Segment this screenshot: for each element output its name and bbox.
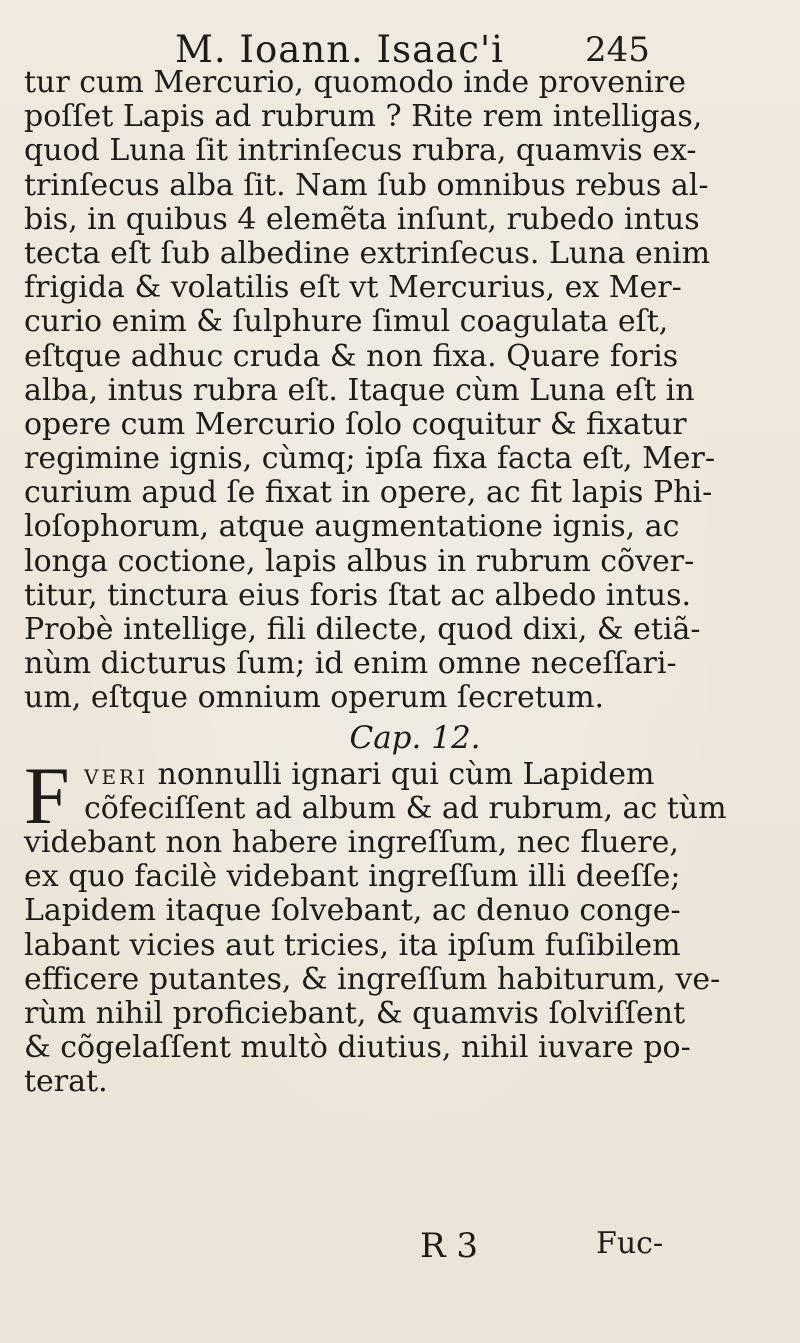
text-line: frigida & volatilis eſt vt Mercurius, ex Mer- [24,270,682,306]
text-line: um, eſtque omnium operum ſecretum. [24,680,605,716]
text-line: alba, intus rubra eſt. Itaque cùm Luna eſt in [24,372,695,408]
text-line: longa coctione, lapis albus in rubrum cõver- [24,543,695,579]
page-header [0,18,800,71]
text-line: nùm dicturus ſum; id enim omne neceſſari- [24,646,677,682]
text-line: curio enim & ſulphure ſimul coagulata eſt, [24,304,669,340]
text-line: ex quo facilè videbant ingreſſum illi deeſſe; [24,859,681,895]
catchword: Fuc- [596,1226,664,1261]
text-line: Probè intellige, fili dilecte, quod dixi, & etiã- [24,612,701,647]
text-line: quod Luna ſit intrinſecus rubra, quamvis ex- [24,133,697,169]
running-title: M. Ioann. Isaac'i [175,28,504,71]
text-line: tur cum Mercurio, quomodo inde provenire [24,65,686,100]
text-line: opere cum Mercurio ſolo coquitur & fixatur [24,406,687,442]
paragraph-1 [24,66,786,716]
chapter-heading: Cap. 12. [349,719,481,756]
text-line: videbant non habere ingreſſum, nec fluere, [24,824,679,860]
text-line: trinſecus alba ſit. Nam ſub omnibus rebus al- [24,167,709,203]
text-line: regimine ignis, cùmq; ipſa fixa facta eſt, Mer- [24,441,716,477]
text-span: nonnulli ignari qui cùm Lapidem [148,756,655,792]
page-footer [0,1212,800,1272]
text-line: tecta eſt ſub albedine extrinſecus. Luna enim [24,235,711,271]
text-line: efficere putantes, & ingreſſum habiturum, ve- [24,961,721,997]
text-line: rùm nihil proficiebant, & quamvis ſolviſſent [24,995,686,1031]
page-number: 245 [585,30,650,70]
paragraph-2 [24,826,786,1100]
small-caps-word: VERI [84,764,149,789]
text-line: cõfeciſſent ad album & ad rubrum, ac tùm [84,790,727,826]
text-line: & cõgelaſſent multò diutius, nihil iuvare po- [24,1030,691,1066]
text-line: titur, tinctura eius foris ſtat ac albedo intus. [24,577,692,613]
main-text [24,66,786,1099]
drop-cap-initial: F [24,749,70,841]
text-line: terat. [24,1064,108,1100]
text-line: Lapidem itaque ſolvebant, ac denuo conge- [24,893,681,929]
text-line [24,758,786,792]
text-line: labant vicies aut tricies, ita ipſum fuſibilem [24,927,681,963]
text-line: bis, in quibus 4 elemẽta inſunt, rubedo intus [24,201,700,237]
text-line: loſophorum, atque augmentatione ignis, ac [24,509,680,545]
text-line: curium apud ſe fixat in opere, ac fit lapis Phi- [24,475,713,511]
chapter-opening [24,749,786,841]
text-line: eſtque adhuc cruda & non fixa. Quare foris [24,338,679,374]
text-line: poſſet Lapis ad rubrum ? Rite rem intelligas, [24,99,703,135]
signature-mark: R 3 [420,1226,479,1266]
